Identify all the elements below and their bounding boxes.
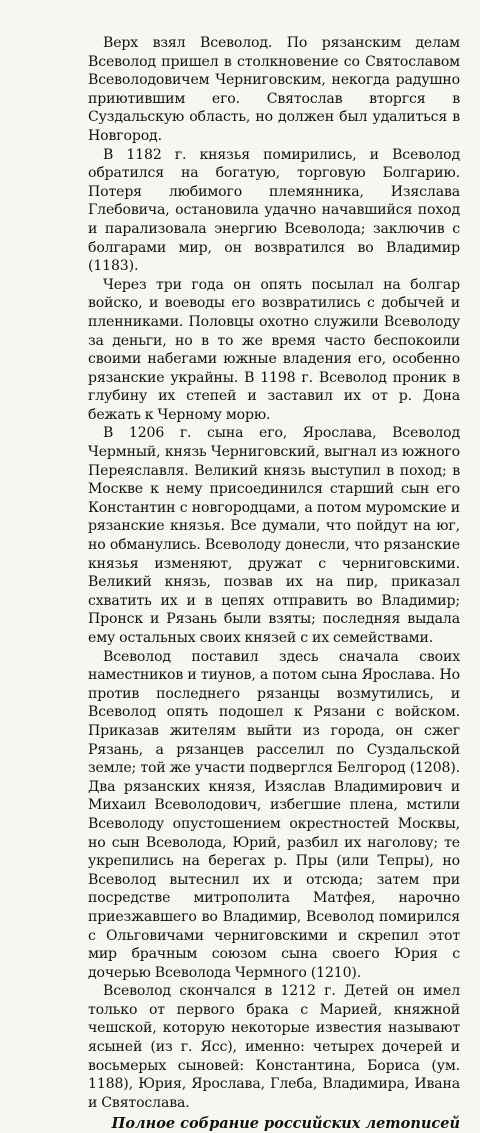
source-attribution: Полное собрание российских летописей: [111, 1115, 460, 1133]
paragraph-vsevolod-death: Всеволод скончался в 1212 г. Детей он имел только от первого брака с Марией, княжной чешской, которую некоторые известия называют ясыней (из г. Ясс), именно: четырех дочерей и восьмерых сыновей: Константина, Бориса (ум. 1188), Юрия, Ярослава, Глеба, Владимира, Ивана и Святослава.: [88, 983, 460, 1111]
paragraph-polovtsy: Через три года он опять посылал на болгар войско, и воеводы его возвратились с добычей и пленниками. Половцы охотно служили Всеволоду за деньги, но в то же время часто беспокоили своими набегами южные владения его, особенно рязанские украйны. В 1198 г. Всеволод проник в глубину их степей и заставил их от р. Дона бежать к Черному морю.: [88, 276, 460, 423]
document-page: [88, 34, 460, 1133]
paragraph-ryazan-princes: В 1206 г. сына его, Ярослава, Всеволод Чермный, князь Черниговский, выгнал из южного Переяславля. Великий князь выступил в поход; в Москве к нему присоединился старший сын его Константин с новгородцами, а потом муромские и рязанские князья. Все думали, что пойдут на юг, но обманулись. Всеволоду донесли, что рязанские князья изменяют, дружат с черниговскими. Великий князь, позвав их на пир, приказал схватить их и в цепях отправить во Владимир; Пронск и Рязань были взяты; последняя выдала ему остальных своих князей с их семействами.: [88, 425, 460, 646]
paragraph-vsevolod-victory: Верх взял Всеволод. По рязанским делам Всеволод пришел в столкновение со Святославом Всеволодовичем Черниговским, некогда радушно приютившим его. Святослав вторгся в Суздальскую область, но должен был удалиться в Новгород.: [88, 35, 460, 144]
paragraph-bulgaria-campaign: В 1182 г. князья помирились, и Всеволод обратился на богатую, торговую Болгарию. Потеря любимого племянника, Изяслава Глебовича, остановила удачно начавшийся поход и парализовала энергию Всеволода; заключив с болгарами мир, он возвратился во Владимир (1183).: [88, 146, 460, 275]
paragraph-ryazan-burned: Всеволод поставил здесь сначала своих наместников и тиунов, а потом сына Ярослава. Но против последнего рязанцы возмутились, и Всеволод опять подошел к Рязани с войском. Приказав жителям выйти из города, он сжег Рязань, а рязанцев расселил по Суздальской земле; той же участи подверглся Белгород (1208). Два рязанских князя, Изяслав Владимирович и Михаил Всеволодович, избегшие плена, мстили Всеволоду опустошением окрестностей Москвы, но сын Всеволода, Юрий, разбил их наголову; те укрепились на берегах р. Пры (или Тепры), но Всеволод вытеснил их и отсюда; затем при посредстве митрополита Матфея, нарочно приезжавшего во Владимир, Всеволод помирился с Ольговичами черниговскими и скрепил этот мир брачным союзом сына своего Юрия с дочерью Всеволода Чермного (1210).: [88, 648, 460, 981]
